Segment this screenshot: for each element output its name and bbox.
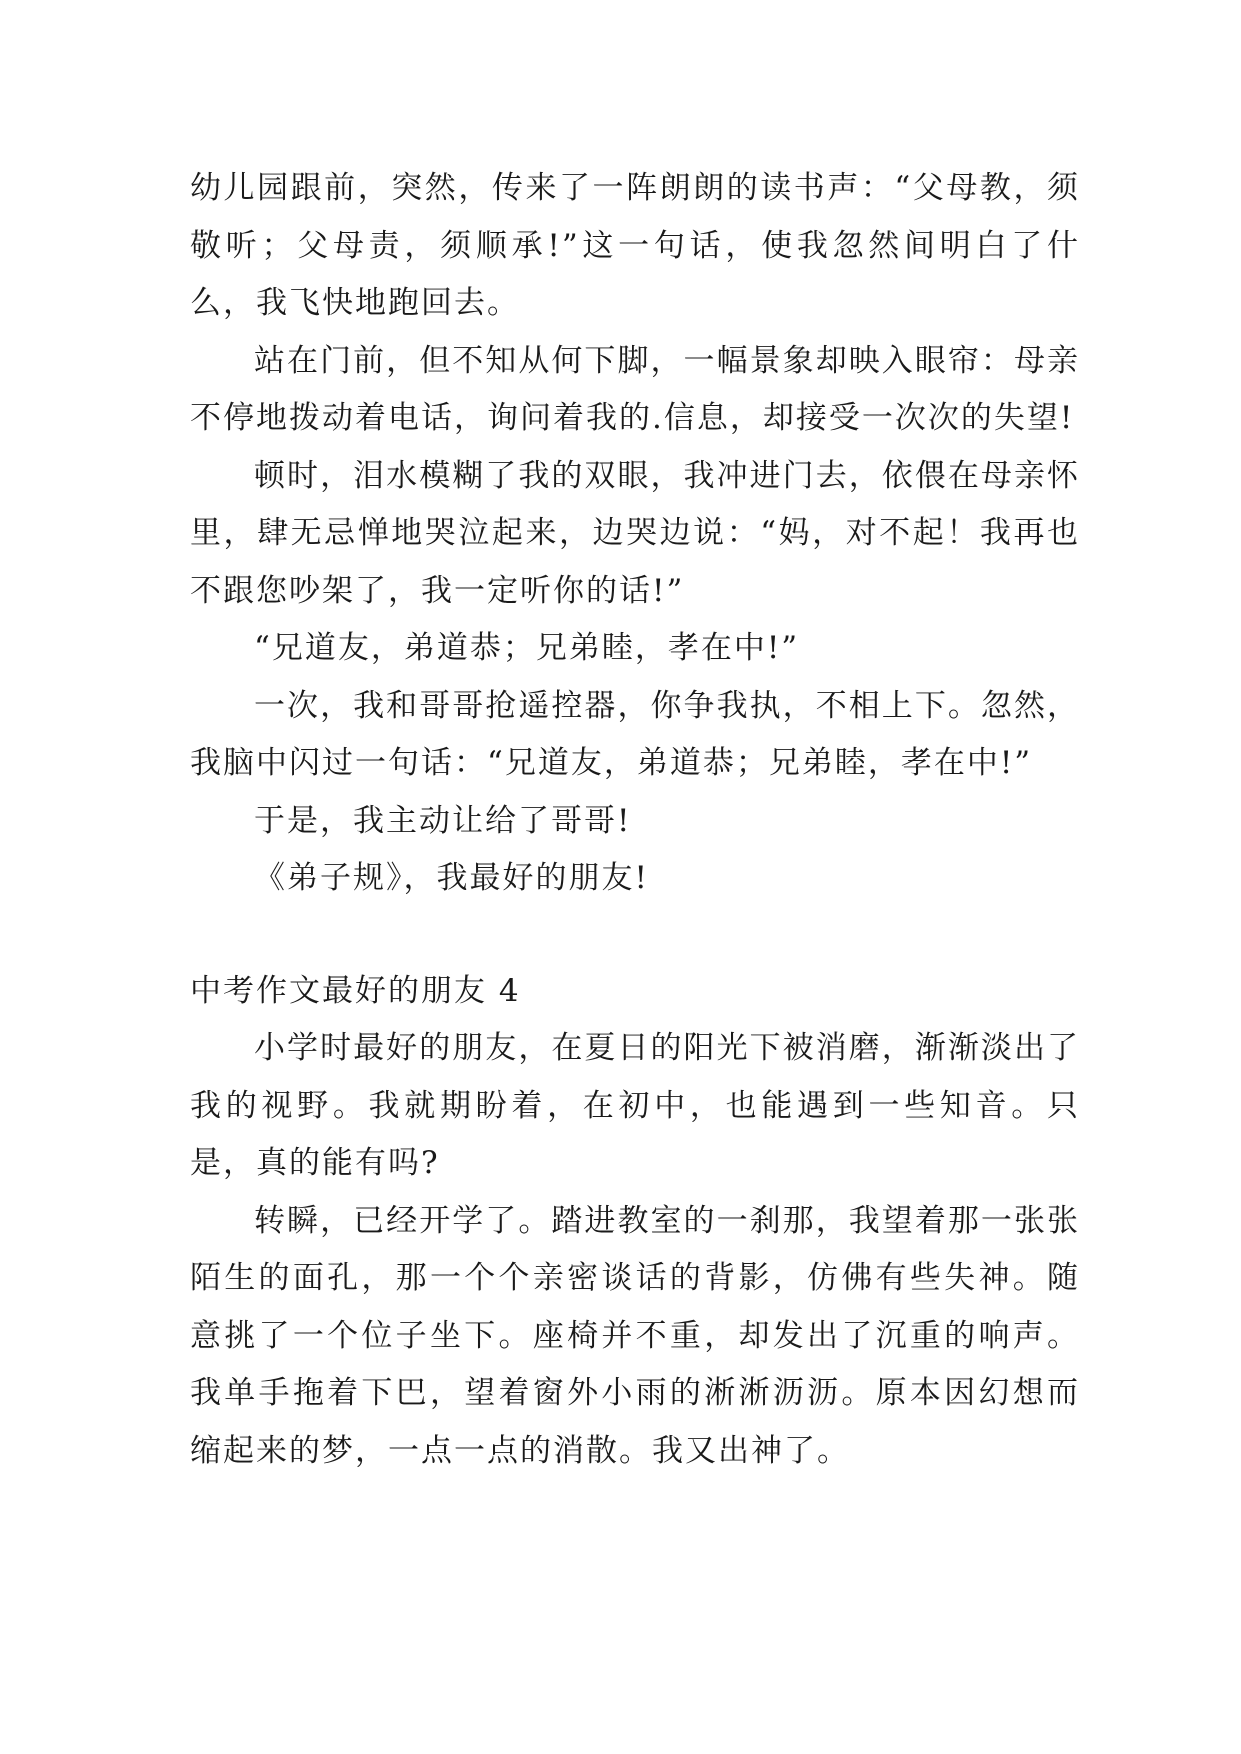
section-title: 中考作文最好的朋友 4 [190,972,521,1009]
paragraph: 幼儿园跟前，突然，传来了一阵朗朗的读书声：“父母教，须敬听；父母责，须顺承!”这一句话，使我忽然间明白了什么，我飞快地跑回去。 [190,170,1080,321]
paragraph: 顿时，泪水模糊了我的双眼，我冲进门去，依偎在母亲怀里，肆无忌惮地哭泣起来，边哭边说：“妈，对不起！我再也不跟您吵架了，我一定听你的话!” [190,457,1080,609]
paragraph: 一次，我和哥哥抢遥控器，你争我执，不相上下。忽然，我脑中闪过一句话：“兄道友，弟道恭；兄弟睦，孝在中!” [190,687,1080,781]
paragraph: 《弟子规》，我最好的朋友! [254,860,649,896]
paragraph: 于是，我主动让给了哥哥! [254,802,632,839]
paragraph: 转瞬，已经开学了。踏进教室的一刹那，我望着那一张张陌生的面孔，那一个个亲密谈话的背影，仿佛有些失神。随意挑了一个位子坐下。座椅并不重，却发出了沉重的响声。我单手拖着下巴，望着窗外小雨的淅淅沥沥。原本因幻想而缩起来的梦，一点一点的消散。我又出神了。 [190,1202,1080,1469]
paragraph: 小学时最好的朋友，在夏日的阳光下被消磨，渐渐淡出了我的视野。我就期盼着，在初中，也能遇到一些知音。只是，真的能有吗? [190,1030,1080,1181]
document-body [190,160,1080,1480]
paragraph: “兄道友，弟道恭；兄弟睦，孝在中!” [254,630,800,666]
paragraph: 站在门前，但不知从何下脚，一幅景象却映入眼帘：母亲不停地拨动着电话，询问着我的.信息，却接受一次次的失望! [190,342,1080,436]
